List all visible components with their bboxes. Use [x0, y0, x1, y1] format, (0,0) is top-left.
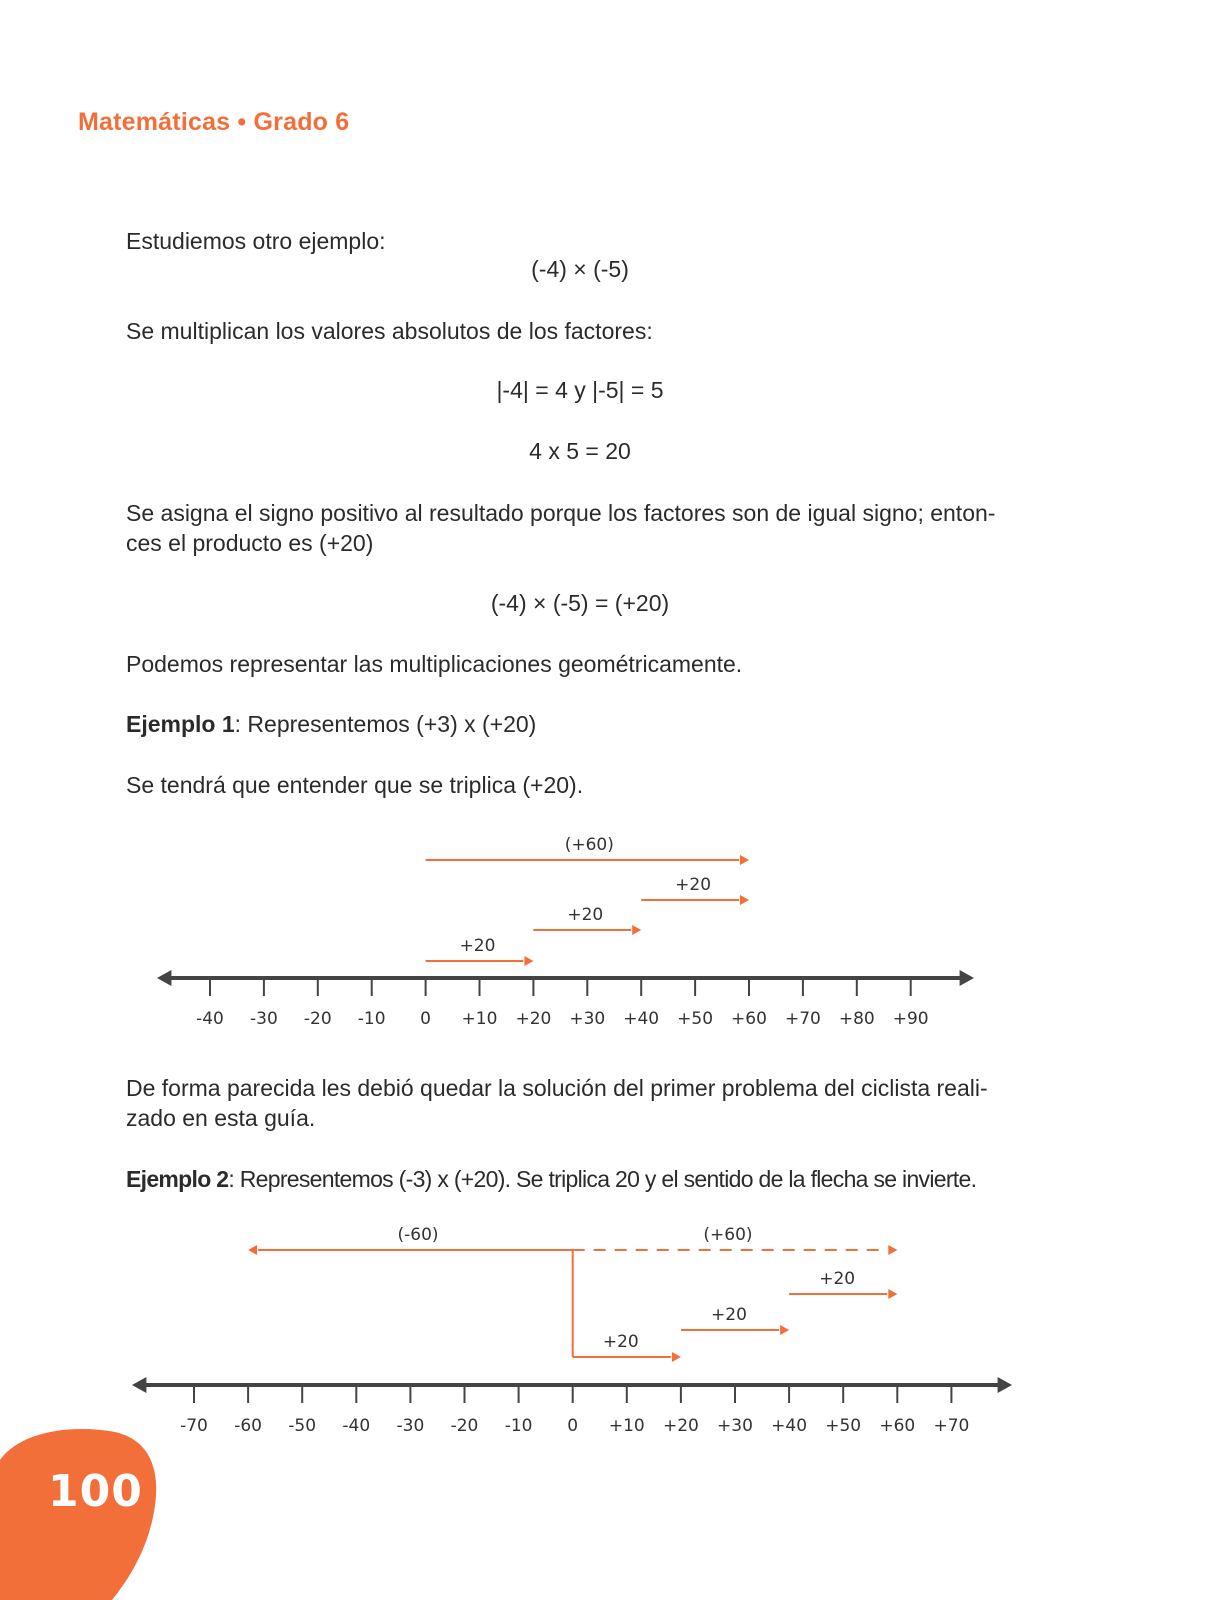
number-line-ticks: [196, 978, 929, 1029]
tick-label: 0: [420, 1009, 432, 1029]
tick-label: +60: [879, 1416, 916, 1436]
step-label: +20: [602, 1332, 639, 1352]
page-number: 100: [48, 1466, 143, 1517]
tick-label: +60: [731, 1009, 767, 1029]
after-text-line2: zado en esta guía.: [126, 1105, 316, 1131]
tick-label: +10: [608, 1416, 645, 1436]
example1-text: : Representemos (+3) x (+20): [234, 711, 537, 737]
absolute-values: |-4| = 4 y |-5| = 5: [496, 377, 664, 403]
example2-label: Ejemplo 2: [126, 1166, 229, 1192]
sign-text-line1: Se asigna el signo positivo al resultado porque los factores son de igual signo; enton-: [126, 500, 996, 526]
example2-heading: [126, 1164, 976, 1195]
tick-label: +40: [771, 1416, 808, 1436]
after-text-line1: De forma parecida les debió quedar la solución del primer problema del ciclista reali-: [126, 1075, 988, 1101]
example2-text: : Representemos (-3) x (+20). Se triplica 20 y el sentido de la flecha se invierte.: [228, 1166, 977, 1192]
tick-label: -20: [450, 1416, 479, 1436]
tick-label: +20: [515, 1009, 552, 1029]
step-label: +20: [459, 936, 496, 956]
tick-label: +70: [784, 1009, 821, 1029]
arrow-head: [888, 1289, 897, 1299]
step-label: +20: [675, 875, 712, 895]
tick-label: +80: [838, 1009, 875, 1029]
tick-label: +70: [933, 1416, 970, 1436]
tick-label: -30: [250, 1009, 278, 1029]
negative-total-label: (-60): [397, 1225, 439, 1245]
tick-label: -20: [303, 1009, 332, 1029]
tick-label: +30: [569, 1009, 606, 1029]
tick-label: +90: [892, 1009, 929, 1029]
page-header-title: Matemáticas • Grado 6: [78, 108, 350, 136]
tick-label: +50: [677, 1009, 714, 1029]
tick-label: -60: [234, 1416, 262, 1436]
arrow-head: [740, 855, 749, 865]
positive-total-label: (+60): [703, 1225, 753, 1245]
number-line-ticks: [180, 1385, 969, 1436]
arrow-head: [248, 1245, 257, 1255]
tick-label: +30: [717, 1416, 753, 1436]
tick-label: +10: [461, 1009, 498, 1029]
tick-label: +20: [662, 1416, 699, 1436]
orange-arrows: [426, 835, 749, 966]
arrow-head: [960, 970, 974, 986]
geometric-text: Podemos representar las multiplicaciones geométricamente.: [126, 651, 743, 677]
step-label: +20: [819, 1269, 856, 1289]
step-label: +20: [711, 1305, 747, 1325]
tick-label: -10: [504, 1416, 533, 1436]
absolute-values-text: Se multiplican los valores absolutos de los factores:: [126, 318, 653, 344]
intro-text: Estudiemos otro ejemplo:: [126, 228, 386, 254]
tick-label: 0: [567, 1416, 579, 1436]
arrow-head: [672, 1352, 681, 1362]
tick-label: -40: [196, 1009, 224, 1029]
product: 4 x 5 = 20: [529, 438, 631, 464]
orange-arrows: [248, 1225, 897, 1362]
tick-label: +50: [825, 1416, 862, 1436]
arrow-head: [632, 925, 641, 935]
arrow-head: [780, 1325, 789, 1335]
example1-note: Se tendrá que entender que se triplica (+20).: [126, 772, 584, 798]
number-line-axis: [157, 970, 974, 986]
arrow-head: [524, 956, 533, 966]
tick-label: -50: [288, 1416, 317, 1436]
tick-label: -10: [357, 1009, 386, 1029]
arrow-head: [740, 895, 749, 905]
tick-label: -30: [396, 1416, 425, 1436]
result-expression: (-4) × (-5) = (+20): [490, 590, 670, 616]
total-label: (+60): [564, 835, 614, 855]
expression: (-4) × (-5): [531, 256, 629, 282]
page-number-badge: [0, 0, 200, 1600]
step-label: +20: [567, 905, 604, 925]
arrow-head: [888, 1245, 897, 1255]
arrow-head: [998, 1377, 1012, 1393]
tick-label: -40: [342, 1416, 371, 1436]
tick-label: -70: [180, 1416, 208, 1436]
tick-label: +40: [623, 1009, 660, 1029]
sign-text-line2: ces el producto es (+20): [126, 530, 374, 556]
example1-label: Ejemplo 1: [126, 711, 235, 737]
